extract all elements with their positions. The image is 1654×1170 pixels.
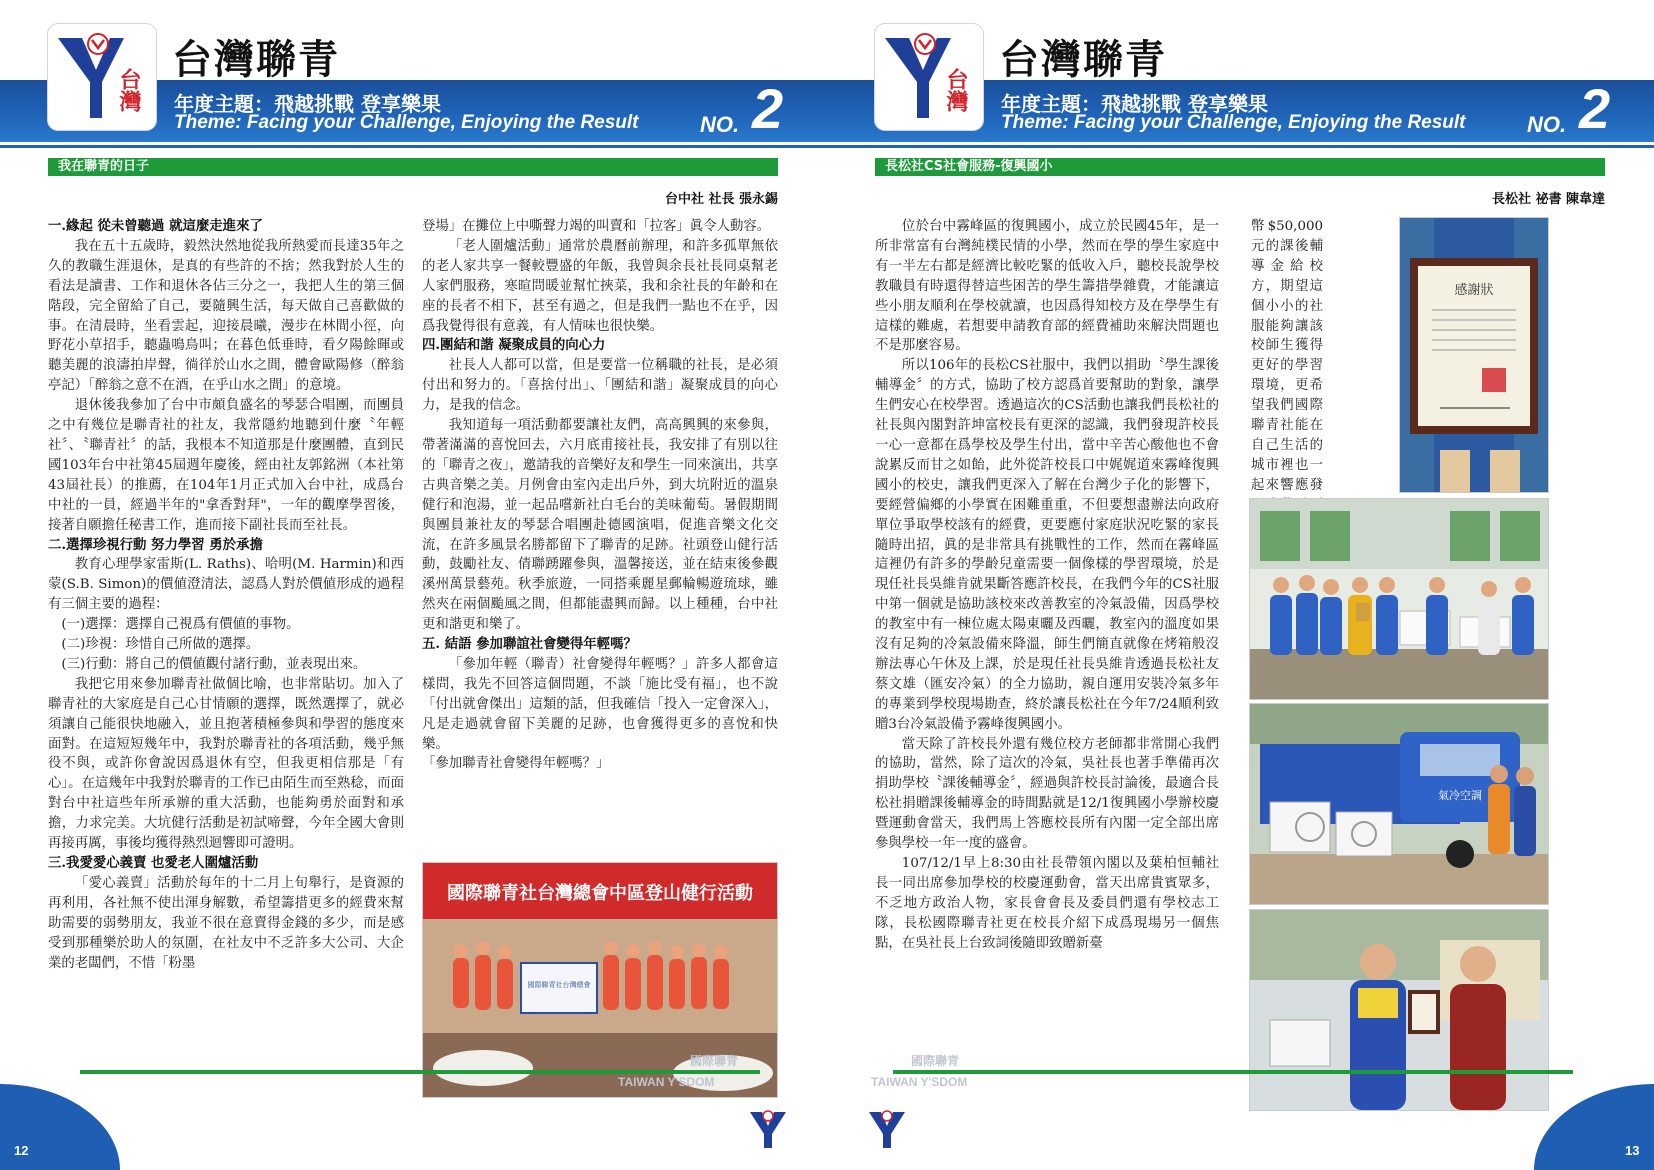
article-column-2 — [422, 217, 778, 774]
page-number: 12 — [14, 1143, 29, 1158]
paragraph: 幣$50,000元的課後輔導金給校方，期望這個小小的社服能夠讓該校師生獲得更好的學習環境，更希望我們國際聯青社能在自己生活的城市裡也一起來響應發 — [1251, 219, 1323, 493]
paragraph: 我知道每一項活動都要讓社友們，高高興興的來參與，帶著滿滿的喜悅回去，六月底甫接社長，我安排了有別以往的「聯青之夜」，邀請我的音樂好友和學生一同來演出，共享古典音樂之美。月例會由室內走出戶外，到大坑附近的溫泉健行和泡湯，並一起品嚐新社白毛台的美味葡萄。暑假期間與團員兼社友的琴瑟合唱團赴德國演唱，促進音樂文化交流，在許多風景名勝都留下了聯青的足跡。社頭登山健行活動，鼓勵社友、倩聯踴躍參與，溫馨接送，並在結束後參觀溪州萬景藝苑。秋季旅遊，一同搭乘麗星郵輪暢遊琉球，雖然夾在兩個颱風之間，但都能盡興而歸。以上種種，台中社更和諧更和樂了。 — [422, 418, 778, 633]
issue-label: NO. — [700, 112, 740, 137]
paragraph: 我把它用來參加聯青社做個比喻，也非常貼切。加入了聯青社的大家庭是自己心甘情願的選擇，既然選擇了，就必須讓自己能很快地融入，並且抱著積極參與和學習的態度來面對。在這短短幾年中，我對於聯青社的各項活動，幾乎無役不與，或許你會說因爲退休有空，但我更相信那是「有心」。在這幾年中我對於聯青的工作已由陌生而至熟稔，而面對台中社這些年所承辦的重大活動，也能夠勇於面對和承擔，力求完美。大坑健行活動是初試啼聲，今年全國大會則再接再厲，事後均獲得熱烈迴響即可證明。 — [48, 676, 404, 852]
heading-4: 四.團結和諧 凝聚成員的向心力 — [422, 337, 606, 354]
issue-label: NO. — [1527, 112, 1567, 137]
paragraph: 107/12/1早上8:30由社長帶領內閣以及葉柏恒輔社長一同出席參加學校的校慶運動會，當天出席貴賓眾多，不乏地方政治人物，家長會會長及委員們還有學校志工隊，長松國際聯青社更在校長介紹下成爲現場另一個焦點，在吳社長上台致詞後隨即致贈新臺 — [875, 856, 1219, 951]
ys-logo — [48, 24, 156, 130]
right-page — [827, 0, 1654, 1170]
footer-en: TAIWAN Y'SDOM — [871, 1075, 968, 1089]
paragraph: 位於台中霧峰區的復興國小，成立於民國45年，是一所非常富有台灣純樸民情的小學，然而在學的學生家庭中有一半左右都是經濟比較吃緊的低收入戶，聽校長說學校教職員有時還得替這些困苦的學生籌措學雜費，才能讓這些小朋友順利在學校就讀，也因爲得知校方及在學學生有這樣的難處，若想要申請教育部的經費補助來解決問題也不是那麼容易。 — [875, 219, 1219, 354]
footer-y-logo-icon — [748, 1108, 788, 1150]
footer-line — [80, 1070, 760, 1074]
handover-photo — [1249, 909, 1549, 1111]
paragraph: 「老人圍爐活動」通常於農曆前辦理，和許多孤單無依的老人家共享一餐較豐盛的年飯，我曾與余長社長同桌幫老人家們服務，寒暄問暖並幫忙挾菜，我和余社長的年齡和在座的長者不相下，甚至有過之，但是我們一點也不在乎，因爲我覺得很有意義，有人情味也很快樂。 — [422, 238, 778, 334]
issue-number: 2 — [1579, 77, 1611, 140]
paragraph: 「參加年輕（聯青）社會變得年輕嗎？」許多人都會這樣問，我先不回答這個問題，不談「施比受有福」，也不說「付出就會傑出」這類的話，但我確信「投入一定會深入」，凡是走過就會留下美麗的足跡，也會獲得更多的喜悅和快樂。 — [422, 656, 778, 752]
theme-chinese: 年度主題：飛越挑戰 登享樂果 — [1001, 92, 1268, 116]
author-byline: 長松社 祕書 陳韋達 — [1491, 192, 1605, 207]
article-column-1 — [875, 217, 1219, 954]
paragraph: 教育心理學家雷斯(L. Raths)、哈明(M. Harmin)和西蒙(S.B. Simon)的價値澄清法，認爲人對於價値形成的過程有三個主要的過程： — [48, 557, 404, 613]
list-item: (一)選擇：選擇自己視爲有價値的事物。 — [61, 617, 300, 633]
certificate-title: 感謝狀 — [1454, 283, 1494, 298]
heading-3: 三.我愛愛心義賣 也愛老人圍爐活動 — [48, 855, 259, 871]
paragraph: 當天除了許校長外還有幾位校方老師都非常開心我們的協助，當然，除了這次的冷氣，吳社長也著手準備再次捐助學校〝課後輔導金〞，經過與許校長討論後，最適合長松社捐贈課後輔導金的時間點就是12/1復興國小學辦校慶暨運動會當天，我們馬上答應校長所有內閣一定全部出席參與學校一年一度的盛會。 — [875, 736, 1219, 852]
logo-taiwan-text: 台灣 — [116, 68, 141, 112]
paragraph: 「愛心義賣」活動於每年的十二月上旬舉行，是資源的再利用，各社無不使出渾身解數，希望籌措更多的經費來幫助需要的弱勢朋友，我並不很在意賣得金錢的多少，而是感受到那種樂於助人的氛圍，在社友中不乏許多大公司、大企業的老闆們，不惜「粉墨 — [48, 875, 404, 971]
truck-text: 氣冷空調 — [1438, 789, 1482, 802]
theme-chinese: 年度主題：飛越挑戰 登享樂果 — [174, 92, 441, 116]
heading-2: 二.選擇珍視行動 努力學習 勇於承擔 — [48, 536, 263, 553]
ys-logo — [875, 24, 983, 130]
ac-donation-photo — [1249, 498, 1549, 700]
magazine-title: 台灣聯青 — [999, 37, 1167, 83]
heading-5: 五. 結語 參加聯誼社會變得年輕嗎？ — [422, 636, 637, 653]
paragraph: 社長人人都可以當，但是要當一位稱職的社長，是必須付出和努力的。「喜捨付出」、「團結和諧」凝聚成員的向心力，是我的信念。 — [422, 358, 778, 414]
issue-number: 2 — [752, 77, 784, 140]
truck-photo — [1249, 703, 1549, 905]
flag-text: 國際聯青社台灣總會 — [527, 981, 591, 989]
footer-y-logo-icon — [867, 1108, 907, 1150]
section-title: 長松社CS社會服務-復興國小 — [875, 158, 1605, 176]
magazine-title: 台灣聯青 — [172, 37, 340, 83]
list-item: (二)珍視：珍惜自己所做的選擇。 — [61, 637, 260, 653]
list-item: (三)行動：將自己的價値觀付諸行動，並表現出來。 — [61, 656, 367, 672]
closing-quote: 「參加聯青社會變得年輕嗎？」 — [422, 756, 610, 772]
article-column-1 — [48, 217, 404, 973]
theme-english: Theme: Facing your Challenge, Enjoying the Result — [1001, 112, 1466, 133]
author-byline: 台中社 社長 張永錫 — [664, 192, 778, 207]
page-number: 13 — [1625, 1143, 1640, 1158]
footer-zh: 國際聯青 — [690, 1054, 739, 1068]
footer-line — [893, 1070, 1573, 1074]
certificate-photo — [1399, 217, 1549, 493]
footer-zh: 國際聯青 — [911, 1054, 960, 1068]
heading-1: 一.緣起 從未曾聽過 就這麼走進來了 — [48, 218, 263, 234]
theme-english: Theme: Facing your Challenge, Enjoying the Result — [174, 112, 639, 133]
logo-taiwan-text: 台灣 — [943, 68, 968, 112]
paragraph: 我在五十五歲時，毅然決然地從我所熱愛而長達35年之久的教職生涯退休，是真的有些許的不捨；然我對於人生的看法是讀書、工作和退休各佔三分之一，我把人生的第三個階段，完全留給了自己，要隨興生活，每天做自己喜歡做的事。在清晨時，坐看雲起，迎接晨曦，漫步在林間小徑，向野花小草招手，聽蟲鳴鳥叫；在暮色低垂時，看夕陽餘暉或聽美麗的浪濤拍岸聲，徜徉於山水之間，體會歐陽修（醉翁亭記）「醉翁之意不在酒，在乎山水之間」的意境。 — [48, 238, 404, 394]
footer-en: TAIWAN Y'SDOM — [618, 1075, 715, 1089]
banner-text: 國際聯青社台灣總會中區登山健行活動 — [447, 883, 753, 904]
paragraph: 登場」在攤位上中嘶聲力竭的叫賣和「拉客」眞令人動容。 — [422, 219, 771, 234]
section-title: 我在聯青的日子 — [48, 158, 778, 176]
paragraph: 所以106年的長松CS社服中，我們以捐助〝學生課後輔導金〞的方式，協助了校方認爲首要幫助的對象，讓學生們安心在校學習。透過這次的CS活動也讓我們長松社的社長與內閣對許坤富校長有更深的認識，我們發現許校長一心一意都在爲學校及學生付出，當中辛苦心酸他也不會說累反而甘之如飴，此外從許校長口中娓娓道來霧峰復興國小的校史，讓我們更深入了解在台灣少子化的影響下，要經營偏鄉的小學實在困難重重，不但要想盡辦法向政府單位爭取學校該有的經費，更要應付家庭狀況吃緊的家長隨時出招，眞的是非常具有挑戰性的工作，然而在霧峰區這裡仍有許多的學齡兒童需要一個像樣的學習環境，於是現任社長吳維肯就果斷答應許校長，在我們今年的CS社服中第一個就是協助該校來改善教室的冷氣設備，因爲學校的教室中有一棟位處太陽東曬及西曬，教室內的溫度如果沒有足夠的冷氣設備來降溫，師生們簡直就像在烤箱般沒辦法專心午休及上課，於是現任社長吳維肯透過長松社友蔡文雄（匯安冷氣）的全力協助，親自運用安裝冷氣多年的專業到學校現場勘查，終於讓長松社在今年7/24順利致贈3台冷氣設備予霧峰復興國小。 — [875, 358, 1219, 732]
paragraph: 退休後我參加了台中市頗負盛名的琴瑟合唱團，而團員之中有幾位是聯青社的社友，我常隱約地聽到什麼〝年輕社〞、〝聯青社〞的話，我根本不知道那是什麼團體，直到民國103年台中社第45屆週年慶後，經由社友郭銘洲（本社第43屆社長）的推薦，在104年1月正式加入台中社，成爲台中社的一員，經過半年的"拿香對拜"，一年的觀摩學習後，接著自願擔任秘書工作，進而接下副社長而至社長。 — [48, 398, 404, 533]
